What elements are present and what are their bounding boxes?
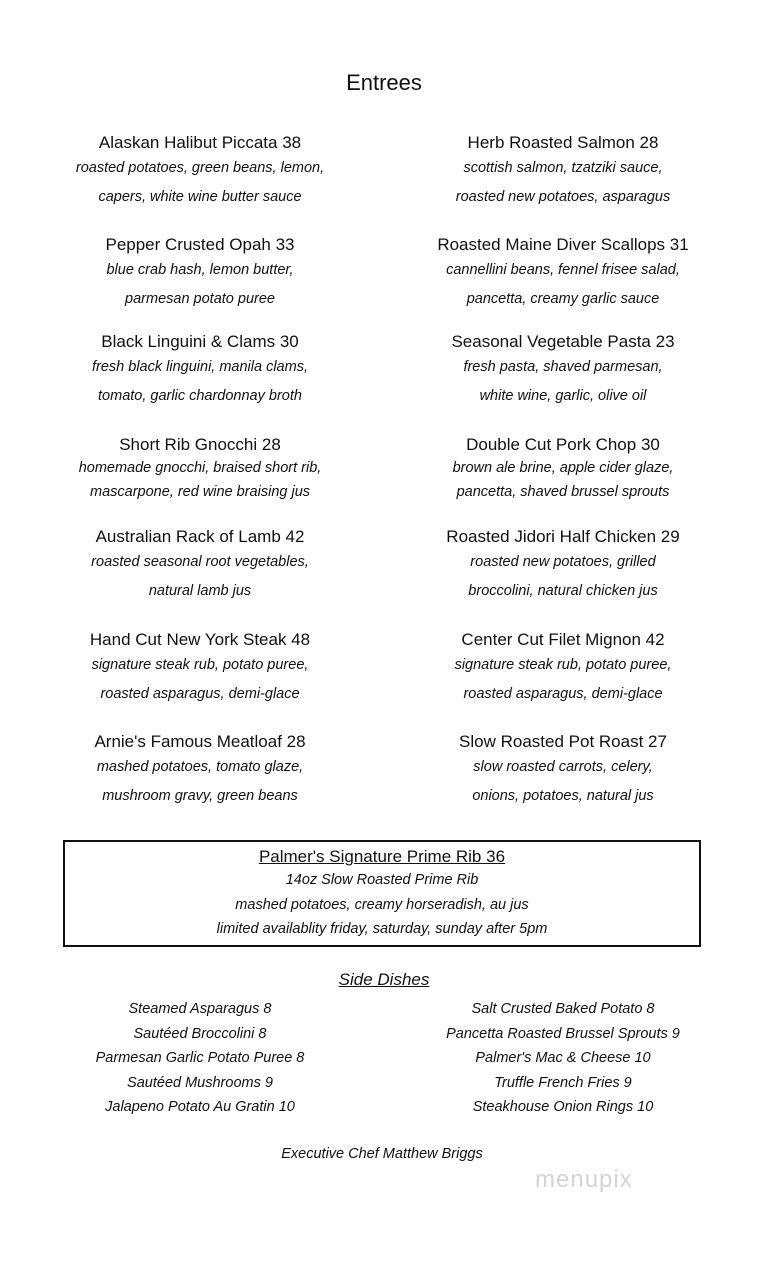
side-item: Steamed Asparagus 8	[128, 1001, 272, 1017]
entree-description: capers, white wine butter sauce	[98, 189, 302, 205]
side-item: Salt Crusted Baked Potato 8	[471, 1001, 655, 1017]
entree-item	[30, 629, 370, 709]
entree-name: Center Cut Filet Mignon 42	[461, 630, 665, 649]
entree-description: broccolini, natural chicken jus	[468, 583, 658, 599]
entree-item	[393, 434, 733, 504]
entree-description: mashed potatoes, tomato glaze,	[96, 759, 304, 775]
entree-description: roasted new potatoes, grilled	[470, 554, 656, 570]
entree-item	[393, 731, 733, 811]
entree-description: slow roasted carrots, celery,	[473, 759, 653, 775]
entree-item	[30, 434, 370, 504]
entree-description: blue crab hash, lemon butter,	[106, 262, 294, 278]
side-item: Palmer's Mac & Cheese 10	[475, 1050, 651, 1066]
entree-name: Seasonal Vegetable Pasta 23	[451, 332, 675, 351]
entree-description: roasted new potatoes, asparagus	[455, 189, 671, 205]
entree-name: Slow Roasted Pot Roast 27	[459, 732, 667, 751]
entree-item	[393, 132, 733, 212]
entree-name: Black Linguini & Clams 30	[101, 332, 299, 351]
entree-item	[30, 731, 370, 811]
entree-item	[30, 526, 370, 606]
entree-name: Roasted Jidori Half Chicken 29	[446, 527, 680, 546]
entree-item	[393, 629, 733, 709]
entree-name: Double Cut Pork Chop 30	[466, 435, 660, 454]
entree-description: pancetta, creamy garlic sauce	[466, 291, 660, 307]
entree-description: homemade gnocchi, braised short rib,	[78, 460, 322, 476]
entree-description: roasted asparagus, demi-glace	[463, 686, 663, 702]
page-title: Entrees	[346, 70, 422, 95]
entree-description: tomato, garlic chardonnay broth	[98, 388, 302, 404]
special-box	[63, 840, 701, 947]
entree-description: onions, potatoes, natural jus	[472, 788, 654, 804]
entree-description: mascarpone, red wine braising jus	[89, 484, 311, 500]
entree-name: Alaskan Halibut Piccata 38	[98, 133, 302, 152]
entree-description: natural lamb jus	[148, 583, 252, 599]
entree-item	[30, 132, 370, 212]
side-item: Truffle French Fries 9	[494, 1074, 632, 1091]
entree-name: Arnie's Famous Meatloaf 28	[94, 732, 306, 751]
entree-description: fresh pasta, shaved parmesan,	[463, 359, 663, 375]
entree-item	[393, 331, 733, 411]
side-item: Sautéed Broccolini 8	[133, 1025, 267, 1042]
entree-description: mushroom gravy, green beans	[102, 788, 298, 804]
entree-description: roasted asparagus, demi-glace	[100, 686, 300, 702]
entree-name: Short Rib Gnocchi 28	[119, 435, 281, 454]
entree-description: parmesan potato puree	[125, 291, 275, 307]
entree-description: white wine, garlic, olive oil	[479, 388, 647, 404]
sides-right	[393, 997, 733, 1120]
entree-name: Hand Cut New York Steak 48	[89, 630, 311, 649]
side-item: Pancetta Roasted Brussel Sprouts 9	[446, 1025, 680, 1042]
special-line: mashed potatoes, creamy horseradish, au jus	[235, 896, 529, 913]
entree-item	[30, 234, 370, 314]
entree-item	[30, 331, 370, 411]
side-item: Parmesan Garlic Potato Puree 8	[95, 1050, 305, 1066]
side-item: Jalapeno Potato Au Gratin 10	[105, 1099, 295, 1115]
entree-description: roasted seasonal root vegetables,	[91, 554, 309, 570]
entree-description: scottish salmon, tzatziki sauce,	[463, 160, 663, 176]
sides-left	[30, 997, 370, 1120]
special-name: Palmer's Signature Prime Rib 36	[258, 847, 506, 866]
entree-item	[393, 526, 733, 606]
entree-name: Roasted Maine Diver Scallops 31	[437, 235, 689, 254]
entree-description: signature steak rub, potato puree,	[91, 657, 309, 673]
side-dishes-title: Side Dishes	[338, 970, 430, 989]
entree-description: cannellini beans, fennel frisee salad,	[446, 262, 680, 278]
entree-description: fresh black linguini, manila clams,	[92, 359, 308, 375]
special-line: 14oz Slow Roasted Prime Rib	[285, 872, 479, 888]
entree-name: Herb Roasted Salmon 28	[467, 133, 659, 152]
entree-item	[393, 234, 733, 314]
special-line: limited availablity friday, saturday, sunday after 5pm	[216, 921, 548, 937]
side-item: Steakhouse Onion Rings 10	[472, 1099, 654, 1115]
entree-description: roasted potatoes, green beans, lemon,	[75, 160, 325, 176]
entree-description: signature steak rub, potato puree,	[454, 657, 672, 673]
executive-chef: Executive Chef Matthew Briggs	[281, 1146, 483, 1162]
side-item: Sautéed Mushrooms 9	[127, 1074, 273, 1091]
watermark-logo: menupix	[535, 1166, 633, 1193]
entree-description: brown ale brine, apple cider glaze,	[452, 460, 674, 476]
entree-name: Pepper Crusted Opah 33	[105, 235, 295, 254]
entree-description: pancetta, shaved brussel sprouts	[456, 484, 670, 500]
entree-name: Australian Rack of Lamb 42	[95, 527, 305, 546]
